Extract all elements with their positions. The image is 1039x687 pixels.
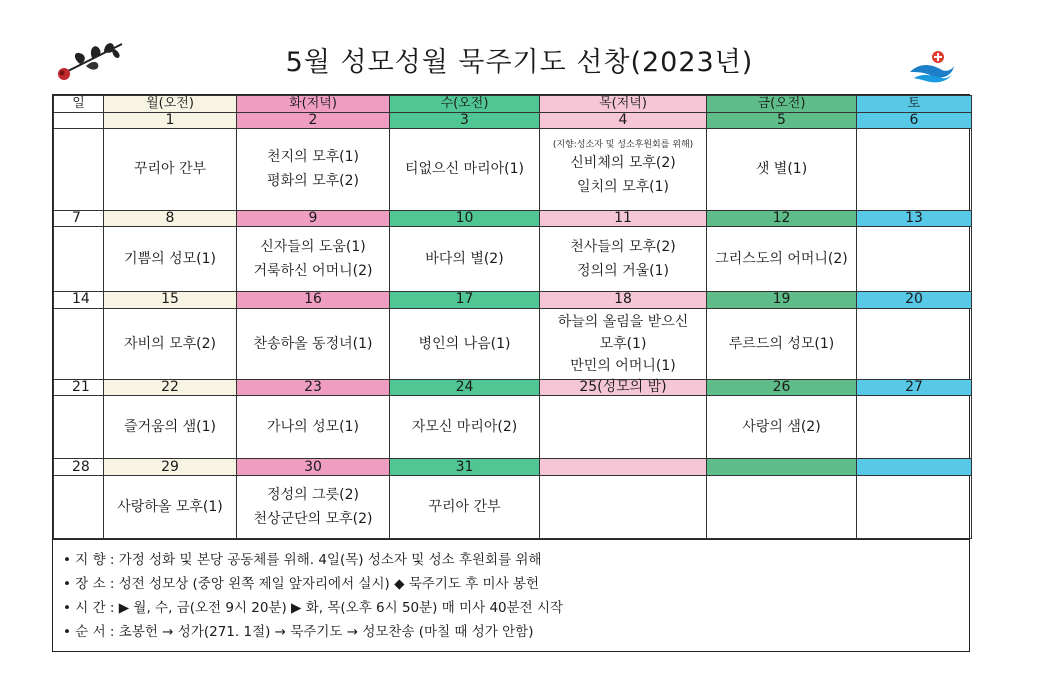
day-cell: [237, 475, 390, 538]
prayer-title: 신자들의 도움(1): [260, 239, 366, 256]
note-order: • 순 서 : 초봉헌 → 성가(271. 1절) → 묵주기도 → 성모찬송 (마칠 때 성가 안함): [63, 624, 534, 640]
day-cell: [54, 396, 104, 459]
day-cell: [857, 475, 972, 538]
prayer-title: 티없으신 마리아(1): [405, 161, 524, 178]
date-number: 10: [390, 210, 540, 227]
prayer-title: 만민의 어머니(1): [570, 357, 676, 374]
date-number: 1: [104, 112, 237, 129]
prayer-title: 일치의 모후(1): [577, 179, 669, 196]
prayer-title: 가나의 성모(1): [267, 419, 359, 436]
day-cell: [540, 308, 707, 379]
date-number: 23: [237, 379, 390, 396]
date-number: 28: [54, 459, 104, 476]
day-cell: [104, 129, 237, 211]
day-cell: [237, 227, 390, 292]
date-number: 8: [104, 210, 237, 227]
date-number: [54, 112, 104, 129]
prayer-title: 꾸리아 간부: [428, 498, 501, 515]
day-cell: [54, 308, 104, 379]
date-number: 7: [54, 210, 104, 227]
date-number: [707, 459, 857, 476]
day-cell: [237, 129, 390, 211]
date-number: 2: [237, 112, 390, 129]
prayer-title: 평화의 모후(2): [267, 173, 359, 190]
day-cell: [857, 308, 972, 379]
prayer-title: 자비의 모후(2): [124, 335, 216, 352]
day-cell: [54, 227, 104, 292]
header-day-4: 목(저녁): [540, 96, 707, 113]
day-cell: [540, 475, 707, 538]
day-cell: [540, 129, 707, 211]
header-day-1: 월(오전): [104, 96, 237, 113]
prayer-title: 정성의 그릇(2): [267, 486, 359, 503]
day-cell: [104, 227, 237, 292]
prayer-title: 기쁨의 성모(1): [124, 251, 216, 268]
header-day-5: 금(오전): [707, 96, 857, 113]
date-number: 14: [54, 292, 104, 309]
prayer-title: 자모신 마리아(2): [411, 419, 518, 436]
prayer-title: 모후(1): [599, 335, 647, 352]
day-cell: [54, 475, 104, 538]
date-number: 17: [390, 292, 540, 309]
date-number: 18: [540, 292, 707, 309]
prayer-title: 루르드의 성모(1): [728, 335, 835, 352]
prayer-title: 하늘의 올림을 받으신: [557, 313, 689, 330]
header-day-3: 수(오전): [390, 96, 540, 113]
date-number: 20: [857, 292, 972, 309]
prayer-title: 꾸리아 간부: [133, 161, 207, 178]
day-cell: [540, 396, 707, 459]
prayer-title: 천지의 모후(1): [267, 149, 359, 166]
prayer-title: 신비체의 모후(2): [570, 155, 676, 172]
date-number: 15: [104, 292, 237, 309]
date-number: 27: [857, 379, 972, 396]
prayer-title: 사랑의 샘(2): [742, 419, 821, 436]
day-cell: [707, 396, 857, 459]
day-cell: [390, 308, 540, 379]
date-number: [857, 459, 972, 476]
day-cell: [707, 475, 857, 538]
date-number: 6: [857, 112, 972, 129]
intention-note: (지향:성소자 및 성소후원회를 위해): [552, 140, 694, 151]
day-cell: [857, 227, 972, 292]
date-number: 25(성모의 밤): [540, 379, 707, 396]
day-cell: [857, 396, 972, 459]
note-intention: • 지 향 : 가정 성화 및 본당 공동체를 위해. 4일(목) 성소자 및 성소 후원회를 위해: [63, 552, 542, 568]
notes-section: [52, 540, 970, 652]
date-number: 9: [237, 210, 390, 227]
page-title: 5월 성모성월 묵주기도 선창(2023년): [285, 47, 754, 78]
date-number: 30: [237, 459, 390, 476]
prayer-title: 샛 별(1): [755, 161, 808, 178]
day-cell: [390, 129, 540, 211]
note-time: • 시 간 : ▶ 월, 수, 금(오전 9시 20분) ▶ 화, 목(오후 6시 50분) 매 미사 40분전 시작: [63, 600, 564, 616]
prayer-title: 병인의 나음(1): [418, 335, 511, 352]
prayer-title: 사랑하올 모후(1): [117, 498, 223, 515]
calendar-table: [52, 94, 970, 540]
date-number: [540, 459, 707, 476]
prayer-title: 천사들의 모후(2): [570, 239, 676, 256]
day-cell: [237, 308, 390, 379]
date-number: 29: [104, 459, 237, 476]
day-cell: [104, 396, 237, 459]
prayer-title: 거룩하신 어머니(2): [253, 263, 373, 280]
date-number: 4: [540, 112, 707, 129]
prayer-title: 찬송하올 동정녀(1): [253, 335, 373, 352]
date-number: 31: [390, 459, 540, 476]
note-place: • 장 소 : 성전 성모상 (중앙 왼쪽 제일 앞자리에서 실시) ◆ 묵주기도 후 미사 봉헌: [63, 576, 539, 592]
day-cell: [390, 396, 540, 459]
date-number: 5: [707, 112, 857, 129]
date-number: 22: [104, 379, 237, 396]
date-number: 13: [857, 210, 972, 227]
day-cell: [707, 129, 857, 211]
prayer-title: 즐거움의 샘(1): [124, 419, 216, 436]
date-number: 26: [707, 379, 857, 396]
date-number: 12: [707, 210, 857, 227]
day-cell: [54, 129, 104, 211]
day-cell: [237, 396, 390, 459]
header-day-0: 일: [54, 96, 104, 113]
prayer-title: 정의의 거울(1): [577, 263, 669, 280]
day-cell: [104, 308, 237, 379]
day-cell: [707, 227, 857, 292]
date-number: 21: [54, 379, 104, 396]
day-cell: [707, 308, 857, 379]
date-number: 11: [540, 210, 707, 227]
prayer-title: 그리스도의 어머니(2): [715, 251, 848, 268]
day-cell: [857, 129, 972, 211]
date-number: 16: [237, 292, 390, 309]
date-number: 24: [390, 379, 540, 396]
day-cell: [390, 475, 540, 538]
day-cell: [104, 475, 237, 538]
date-number: 3: [390, 112, 540, 129]
header-day-2: 화(저녁): [237, 96, 390, 113]
day-cell: [540, 227, 707, 292]
prayer-title: 바다의 별(2): [425, 251, 504, 268]
date-number: 19: [707, 292, 857, 309]
day-cell: [390, 227, 540, 292]
header-day-6: 토: [857, 96, 972, 113]
prayer-title: 천상군단의 모후(2): [253, 510, 373, 527]
